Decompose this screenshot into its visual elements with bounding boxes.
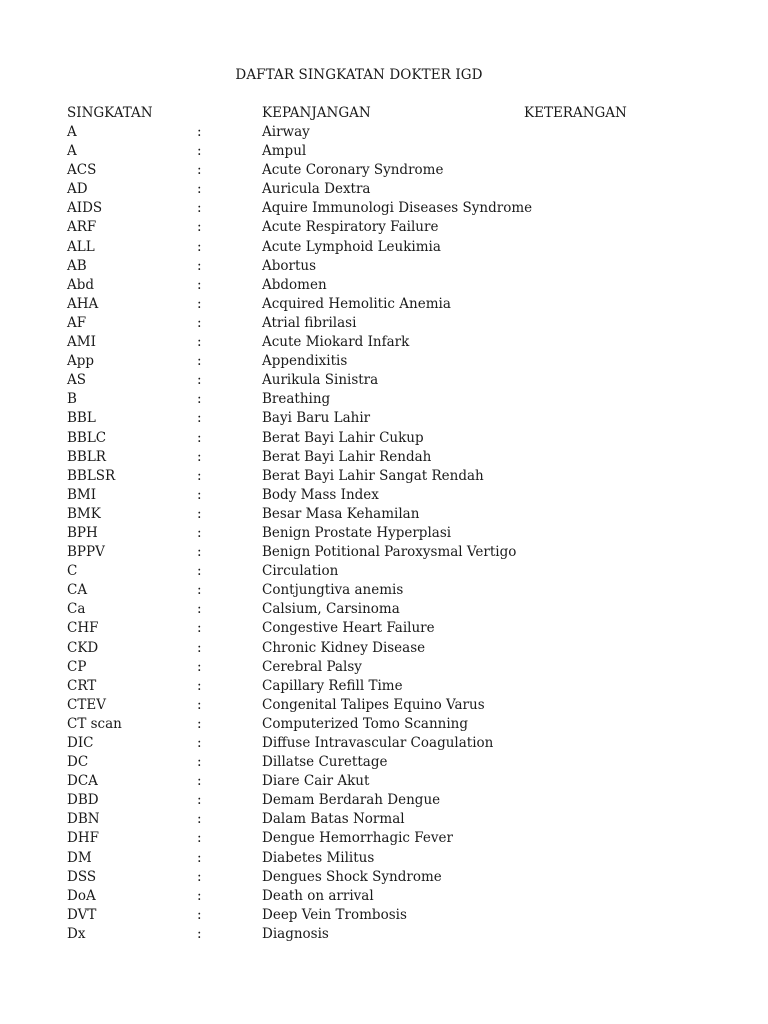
expansion: Congestive Heart Failure: [262, 620, 435, 637]
separator-colon: :: [197, 391, 202, 408]
abbreviation: BPPV: [67, 544, 105, 561]
abbreviation: Dx: [67, 925, 86, 942]
abbreviation: AIDS: [67, 200, 103, 217]
abbreviation: DBN: [67, 811, 100, 828]
separator-colon: :: [197, 448, 202, 465]
abbreviation: BPH: [67, 524, 98, 541]
separator-colon: :: [197, 754, 202, 771]
expansion: Atrial fibrilasi: [262, 314, 357, 331]
abbreviation-row: [0, 849, 768, 868]
abbreviation: ARF: [67, 219, 97, 236]
separator-colon: :: [197, 219, 202, 236]
abbreviation: Abd: [67, 276, 95, 293]
expansion: Airway: [262, 124, 310, 140]
abbreviation: AMI: [67, 334, 96, 351]
abbreviation-row: [0, 925, 768, 944]
abbreviation-row: [0, 142, 768, 161]
abbreviation-row: [0, 734, 768, 753]
abbreviation-row: [0, 619, 768, 638]
abbreviation: DHF: [67, 830, 99, 847]
header-kepanjangan: KEPANJANGAN: [262, 105, 371, 121]
abbreviation-row: [0, 257, 768, 276]
expansion: Dillatse Curettage: [262, 754, 388, 771]
abbreviation-row: [0, 696, 768, 715]
separator-colon: :: [197, 830, 202, 847]
abbreviation-row: [0, 600, 768, 619]
separator-colon: :: [197, 887, 202, 904]
separator-colon: :: [197, 906, 202, 923]
expansion: Abdomen: [262, 276, 327, 293]
abbreviation: AB: [67, 257, 87, 274]
expansion: Congenital Talipes Equino Varus: [262, 696, 485, 713]
expansion: Bayi Baru Lahir: [262, 410, 371, 427]
abbreviation-row: [0, 161, 768, 180]
document-title: DAFTAR SINGKATAN DOKTER IGD: [235, 67, 483, 83]
abbreviation-row: [0, 562, 768, 581]
abbreviation-row: [0, 448, 768, 467]
abbreviation-row: [0, 199, 768, 218]
expansion: Benign Prostate Hyperplasi: [262, 524, 452, 541]
abbreviation-row: [0, 352, 768, 371]
expansion: Dengue Hemorrhagic Fever: [262, 830, 453, 847]
separator-colon: :: [197, 868, 202, 885]
expansion: Demam Berdarah Dengue: [262, 792, 441, 809]
separator-colon: :: [197, 792, 202, 809]
abbreviation: BMK: [67, 505, 101, 522]
abbreviation-row: [0, 715, 768, 734]
abbreviation-row: [0, 505, 768, 524]
abbreviation-row: [0, 677, 768, 696]
expansion: Ampul: [262, 143, 307, 160]
separator-colon: :: [197, 181, 202, 198]
separator-colon: :: [197, 563, 202, 580]
abbreviation: BBL: [67, 410, 96, 427]
abbreviation: BBLSR: [67, 467, 116, 484]
expansion: Diare Cair Akut: [262, 773, 370, 790]
expansion: Aquire Immunologi Diseases Syndrome: [262, 200, 533, 217]
abbreviation-row: [0, 486, 768, 505]
abbreviation: BMI: [67, 486, 97, 503]
separator-colon: :: [197, 849, 202, 866]
expansion: Besar Masa Kehamilan: [262, 505, 420, 522]
expansion: Calsium, Carsinoma: [262, 601, 400, 618]
abbreviation-row: [0, 123, 768, 142]
separator-colon: :: [197, 467, 202, 484]
expansion: Acute Miokard Infark: [262, 334, 410, 351]
abbreviation-row: [0, 429, 768, 448]
separator-colon: :: [197, 429, 202, 446]
abbreviation: A: [67, 143, 77, 160]
abbreviation-row: [0, 887, 768, 906]
separator-colon: :: [197, 314, 202, 331]
abbreviation: A: [67, 124, 77, 140]
expansion: Contjungtiva anemis: [262, 582, 404, 599]
separator-colon: :: [197, 696, 202, 713]
abbreviation: AD: [67, 181, 88, 198]
separator-colon: :: [197, 677, 202, 694]
expansion: Breathing: [262, 391, 331, 408]
abbreviation: C: [67, 563, 78, 580]
abbreviation: CT scan: [67, 715, 122, 732]
separator-colon: :: [197, 334, 202, 351]
abbreviation-row: [0, 295, 768, 314]
abbreviation: DC: [67, 754, 89, 771]
abbreviation-row: [0, 276, 768, 295]
separator-colon: :: [197, 715, 202, 732]
separator-colon: :: [197, 238, 202, 255]
expansion: Abortus: [262, 257, 317, 274]
expansion: Diagnosis: [262, 925, 329, 942]
separator-colon: :: [197, 925, 202, 942]
abbreviation: AHA: [67, 295, 99, 312]
expansion: Aurikula Sinistra: [262, 372, 379, 389]
separator-colon: :: [197, 353, 202, 370]
expansion: Circulation: [262, 563, 339, 580]
separator-colon: :: [197, 773, 202, 790]
separator-colon: :: [197, 811, 202, 828]
abbreviation: ALL: [67, 238, 95, 255]
abbreviation-row: [0, 772, 768, 791]
abbreviation: App: [67, 353, 95, 370]
abbreviation: CTEV: [67, 696, 106, 713]
separator-colon: :: [197, 257, 202, 274]
abbreviation: BBLR: [67, 448, 106, 465]
abbreviation-row: [0, 543, 768, 562]
header-keterangan: KETERANGAN: [524, 105, 627, 121]
abbreviation: CKD: [67, 639, 99, 656]
expansion: Berat Bayi Lahir Rendah: [262, 448, 432, 465]
separator-colon: :: [197, 524, 202, 541]
expansion: Benign Potitional Paroxysmal Vertigo: [262, 544, 517, 561]
abbreviation: DIC: [67, 735, 94, 751]
abbreviation: CRT: [67, 677, 97, 694]
separator-colon: :: [197, 162, 202, 179]
abbreviation-row: [0, 524, 768, 543]
abbreviation: BBLC: [67, 429, 107, 446]
separator-colon: :: [197, 295, 202, 312]
abbreviation: DCA: [67, 773, 98, 790]
expansion: Computerized Tomo Scanning: [262, 715, 469, 732]
abbreviation-row: [0, 868, 768, 887]
abbreviation-row: [0, 829, 768, 848]
abbreviation: DSS: [67, 868, 97, 885]
separator-colon: :: [197, 639, 202, 656]
abbreviation: DVT: [67, 906, 97, 923]
expansion: Acute Coronary Syndrome: [262, 162, 444, 179]
expansion: Acute Lymphoid Leukimia: [262, 238, 441, 255]
abbreviation-row: [0, 639, 768, 658]
abbreviation: B: [67, 391, 77, 408]
separator-colon: :: [197, 372, 202, 389]
abbreviation-row: [0, 810, 768, 829]
separator-colon: :: [197, 601, 202, 618]
expansion: Dengues Shock Syndrome: [262, 868, 442, 885]
separator-colon: :: [197, 505, 202, 522]
expansion: Berat Bayi Lahir Cukup: [262, 429, 424, 446]
separator-colon: :: [197, 658, 202, 675]
abbreviation: DBD: [67, 792, 99, 809]
expansion: Body Mass Index: [262, 486, 379, 503]
separator-colon: :: [197, 410, 202, 427]
abbreviation-row: [0, 409, 768, 428]
abbreviation-row: [0, 753, 768, 772]
abbreviation: DM: [67, 849, 92, 866]
expansion: Diabetes Militus: [262, 849, 375, 866]
abbreviation: CHF: [67, 620, 99, 637]
expansion: Appendixitis: [262, 353, 348, 370]
expansion: Auricula Dextra: [262, 181, 371, 198]
abbreviation-row: [0, 238, 768, 257]
abbreviation-row: [0, 581, 768, 600]
abbreviation: DoA: [67, 887, 96, 904]
abbreviation-row: [0, 218, 768, 237]
expansion: Diffuse Intravascular Coagulation: [262, 735, 494, 751]
abbreviation-row: [0, 658, 768, 677]
expansion: Berat Bayi Lahir Sangat Rendah: [262, 467, 484, 484]
abbreviation: AS: [67, 372, 86, 389]
abbreviation-row: [0, 314, 768, 333]
separator-colon: :: [197, 544, 202, 561]
separator-colon: :: [197, 735, 202, 751]
abbreviation-row: [0, 467, 768, 486]
separator-colon: :: [197, 200, 202, 217]
column-headers: [0, 104, 768, 122]
expansion: Deep Vein Trombosis: [262, 906, 407, 923]
abbreviation-row: [0, 390, 768, 409]
separator-colon: :: [197, 124, 202, 140]
abbreviation-row: [0, 371, 768, 390]
abbreviation-list: [0, 123, 768, 944]
abbreviation-row: [0, 791, 768, 810]
expansion: Dalam Batas Normal: [262, 811, 405, 828]
separator-colon: :: [197, 143, 202, 160]
abbreviation-row: [0, 333, 768, 352]
separator-colon: :: [197, 276, 202, 293]
separator-colon: :: [197, 620, 202, 637]
abbreviation: AF: [67, 314, 87, 331]
abbreviation-row: [0, 906, 768, 925]
separator-colon: :: [197, 582, 202, 599]
expansion: Cerebral Palsy: [262, 658, 362, 675]
abbreviation: Ca: [67, 601, 86, 618]
abbreviation: ACS: [67, 162, 97, 179]
separator-colon: :: [197, 486, 202, 503]
abbreviation-row: [0, 180, 768, 199]
abbreviation: CP: [67, 658, 87, 675]
abbreviation: CA: [67, 582, 88, 599]
expansion: Capillary Refill Time: [262, 677, 403, 694]
expansion: Chronic Kidney Disease: [262, 639, 426, 656]
header-singkatan: SINGKATAN: [67, 105, 153, 121]
expansion: Death on arrival: [262, 887, 374, 904]
expansion: Acute Respiratory Failure: [262, 219, 439, 236]
expansion: Acquired Hemolitic Anemia: [262, 295, 451, 312]
